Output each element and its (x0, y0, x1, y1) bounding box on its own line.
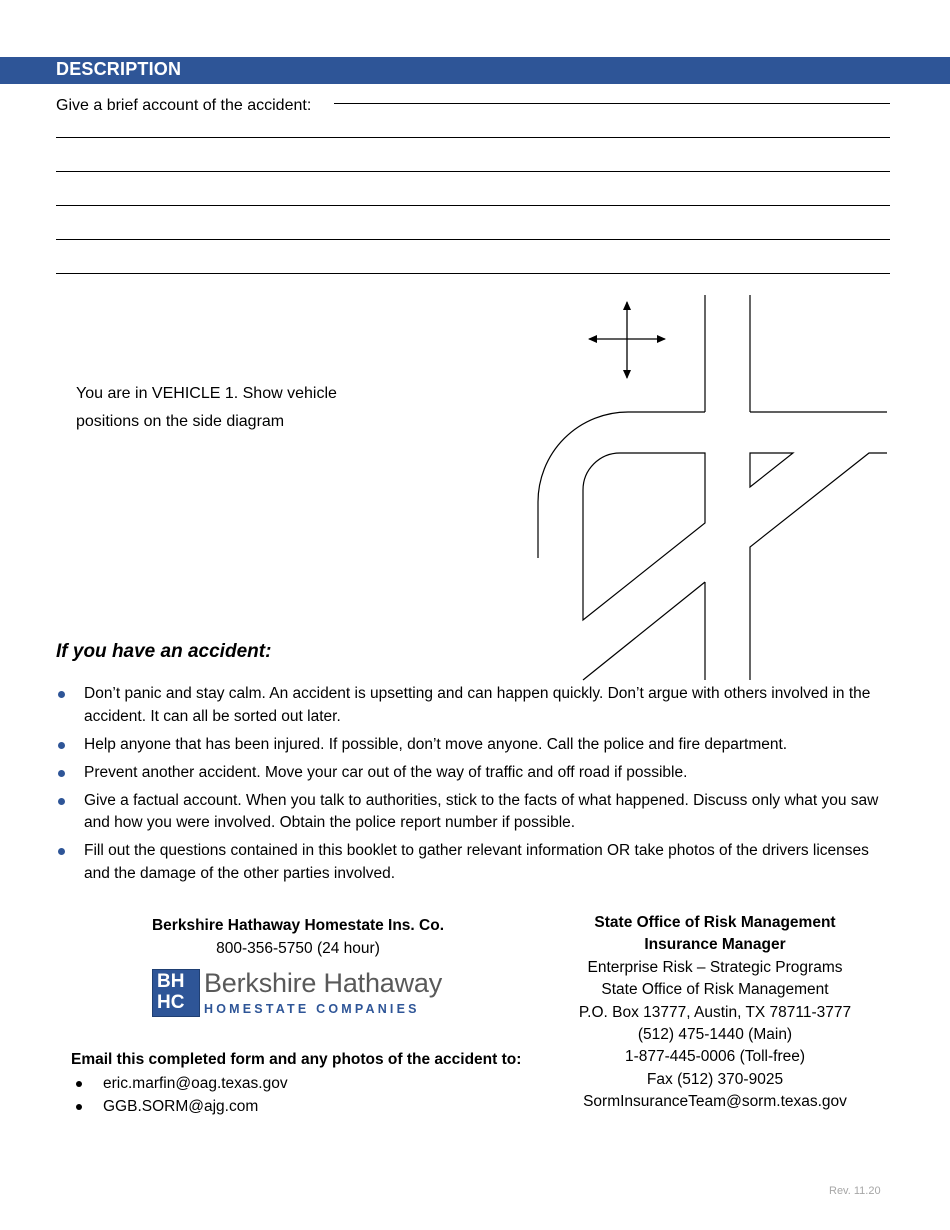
list-item: Fill out the questions contained in this booklet to gather relevant information OR take photos of the drivers licenses and the damage of the other parties involved. (56, 840, 896, 885)
accident-tips-list (56, 683, 896, 891)
account-prompt: Give a brief account of the accident: (56, 97, 312, 114)
sorm-contact (540, 912, 890, 1114)
section-header-bar (0, 57, 950, 84)
insurer-name: Berkshire Hathaway Homestate Ins. Co. (151, 917, 445, 934)
accident-tips-heading: If you have an accident: (56, 641, 272, 662)
account-input-line[interactable] (56, 239, 890, 240)
email-list (75, 1073, 288, 1118)
road-outline (538, 295, 887, 680)
sorm-line: 1-877-445-0006 (Toll-free) (624, 1048, 806, 1066)
sorm-subtitle: Insurance Manager (644, 936, 786, 954)
email-link[interactable]: GGB.SORM@ajg.com (103, 1097, 259, 1115)
list-item: Don’t panic and stay calm. An accident is upsetting and can happen quickly. Don’t argue with others involved in the accident. It can all be sorted out later. (56, 683, 896, 728)
section-title: DESCRIPTION (56, 59, 182, 79)
account-input-line[interactable] (56, 205, 890, 206)
sorm-line: P.O. Box 13777, Austin, TX 78711-3777 (578, 1003, 852, 1021)
sorm-line: State Office of Risk Management (601, 981, 829, 999)
sorm-title: State Office of Risk Management (594, 914, 836, 931)
bullet-icon (58, 848, 65, 855)
account-input-line[interactable] (56, 137, 890, 138)
email-link[interactable]: eric.marfin@oag.texas.gov (103, 1075, 288, 1092)
bullet-icon (58, 798, 65, 805)
sorm-line: (512) 475-1440 (Main) (637, 1026, 793, 1044)
list-item: Prevent another accident. Move your car out of the way of traffic and off road if possible. (56, 762, 896, 785)
logo-wordmark: Berkshire Hathaway (204, 968, 443, 998)
list-item: Help anyone that has been injured. If possible, don’t move anyone. Call the police and fire department. (56, 734, 896, 757)
sorm-email[interactable]: SormInsuranceTeam@sorm.texas.gov (583, 1093, 847, 1111)
list-item (75, 1073, 288, 1096)
email-instructions: Email this completed form and any photos of the accident to: (71, 1051, 522, 1068)
compass-arrows-icon (589, 302, 665, 378)
account-input-line[interactable] (56, 171, 890, 172)
insurer-contact (100, 915, 496, 960)
bullet-icon (58, 770, 65, 777)
logo-subtitle: HOMESTATE COMPANIES (204, 1002, 420, 1016)
revision-label: Rev. 11.20 (829, 1185, 881, 1197)
bullet-icon (76, 1081, 82, 1087)
bullet-icon (58, 691, 65, 698)
account-input-line[interactable] (334, 103, 890, 104)
list-item: Give a factual account. When you talk to authorities, stick to the facts of what happened. Discuss only what you saw and how you were involved. Obtain the police report number if possible. (56, 790, 896, 835)
insurer-phone: 800-356-5750 (24 hour) (216, 939, 380, 957)
bhhc-logo (152, 968, 443, 1017)
account-input-line[interactable] (56, 273, 890, 274)
bhhc-monogram-icon: BH HC (152, 969, 200, 1017)
intersection-diagram[interactable] (530, 290, 900, 690)
vehicle-instruction: You are in VEHICLE 1. Show vehicle positions on the side diagram (76, 385, 337, 430)
sorm-line: Enterprise Risk – Strategic Programs (587, 958, 843, 976)
sorm-line: Fax (512) 370-9025 (646, 1070, 784, 1088)
bullet-icon (58, 742, 65, 749)
list-item (75, 1096, 288, 1119)
bullet-icon (76, 1104, 82, 1110)
